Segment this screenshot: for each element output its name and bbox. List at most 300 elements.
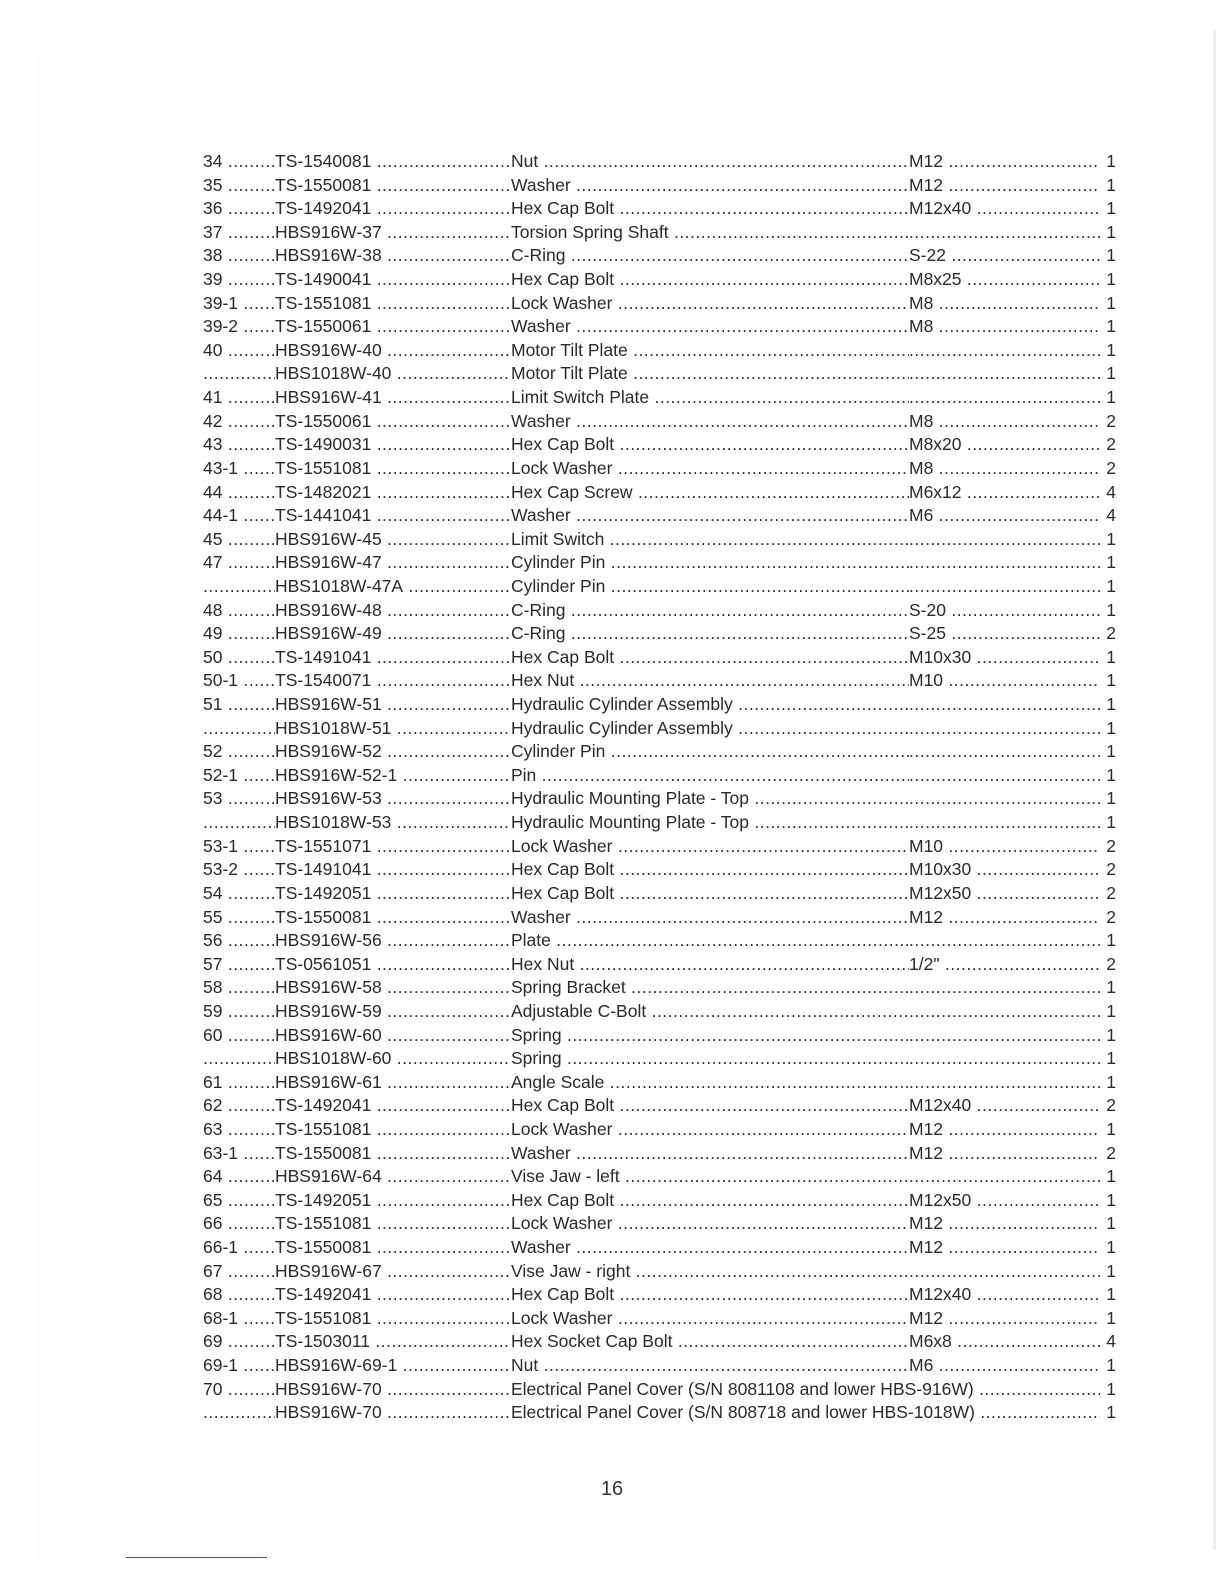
quantity-text: 2: [1106, 882, 1116, 903]
ref-number-text: 40 .....: [203, 340, 275, 360]
ref-number: [203, 504, 275, 528]
ref-number: [203, 953, 275, 977]
part-number-text: HBS1018W-53 .....: [275, 812, 511, 832]
description-text: Hydraulic Cylinder Assembly .....: [511, 718, 909, 738]
ref-number: [203, 1189, 275, 1213]
description-text: Lock Washer .....: [511, 293, 909, 313]
description-text: Hex Cap Bolt .....: [511, 269, 909, 289]
part-number-text: HBS916W-60 .....: [275, 1025, 511, 1045]
quantity-text: 2: [1106, 1142, 1116, 1163]
parts-row: [0, 292, 1224, 316]
part-number: [275, 787, 511, 811]
size: [909, 1118, 1100, 1142]
part-number-text: TS-1491041 .....: [275, 859, 511, 879]
description: [511, 315, 909, 339]
description: [511, 1354, 909, 1378]
quantity: [1100, 976, 1116, 1000]
ref-number: [203, 717, 275, 741]
part-number-text: TS-1550081 .....: [275, 1237, 511, 1257]
quantity: [1100, 1354, 1116, 1378]
description-text: Torsion Spring Shaft .....: [511, 222, 909, 242]
description: [511, 481, 909, 505]
ref-number: [203, 646, 275, 670]
description: [511, 787, 909, 811]
quantity-text: 1: [1106, 1260, 1116, 1281]
description-text: Washer .....: [511, 175, 909, 195]
part-number-text: HBS916W-64 .....: [275, 1166, 511, 1186]
quantity-text: 1: [1106, 198, 1116, 219]
parts-row: [0, 764, 1224, 788]
description-text: Nut .....: [511, 151, 909, 171]
part-number: [275, 1236, 511, 1260]
description: [511, 1236, 909, 1260]
description-text: Hex Cap Screw .....: [511, 482, 909, 502]
ref-number: [203, 197, 275, 221]
part-number-text: HBS916W-48 .....: [275, 600, 511, 620]
part-number: [275, 669, 511, 693]
size: [909, 906, 1100, 930]
quantity-text: 2: [1106, 434, 1116, 455]
description-text: Hex Socket Cap Bolt .....: [511, 1331, 909, 1351]
ref-number-text: 47 .....: [203, 552, 275, 572]
size: [909, 1189, 1100, 1213]
size: [909, 1094, 1100, 1118]
part-number-text: TS-1492051 .....: [275, 883, 511, 903]
quantity-text: 1: [1106, 269, 1116, 290]
parts-list: [0, 150, 1224, 1425]
part-number-text: HBS916W-37 .....: [275, 222, 511, 242]
description-text: Limit Switch Plate .....: [511, 387, 909, 407]
quantity: [1100, 717, 1116, 741]
part-number-text: TS-1551081 .....: [275, 458, 511, 478]
description-text: Angle Scale .....: [511, 1072, 909, 1092]
part-number: [275, 622, 511, 646]
quantity-text: 2: [1106, 859, 1116, 880]
description: [511, 1378, 1100, 1402]
ref-number-text: 44-1 .....: [203, 505, 275, 525]
part-number-text: HBS916W-47 .....: [275, 552, 511, 572]
description-text: Spring Bracket .....: [511, 977, 909, 997]
ref-number: [203, 315, 275, 339]
part-number-text: TS-1550061 .....: [275, 316, 511, 336]
ref-number-text: 66 .....: [203, 1213, 275, 1233]
size: [909, 221, 1100, 245]
parts-row: [0, 1236, 1224, 1260]
part-number: [275, 717, 511, 741]
quantity: [1100, 929, 1116, 953]
part-number: [275, 646, 511, 670]
parts-row: [0, 1094, 1224, 1118]
parts-row: [0, 410, 1224, 434]
ref-number: [203, 1330, 275, 1354]
ref-number: [203, 1236, 275, 1260]
ref-number-text: 35 .....: [203, 175, 275, 195]
quantity-text: 2: [1106, 906, 1116, 927]
parts-row: [0, 1000, 1224, 1024]
size: [909, 410, 1100, 434]
parts-row: [0, 433, 1224, 457]
quantity-text: 1: [1106, 1355, 1116, 1376]
ref-number-text: 41 .....: [203, 387, 275, 407]
quantity-text: 1: [1106, 717, 1116, 738]
ref-number-text: 56 .....: [203, 930, 275, 950]
quantity-text: 2: [1106, 1095, 1116, 1116]
quantity: [1100, 457, 1116, 481]
description: [511, 835, 909, 859]
quantity-text: 1: [1106, 174, 1116, 195]
ref-number-text: [203, 1048, 275, 1068]
part-number-text: TS-1492041 .....: [275, 1095, 511, 1115]
size-text: M12 .....: [909, 907, 1100, 927]
parts-row: [0, 315, 1224, 339]
quantity-text: 1: [1106, 1000, 1116, 1021]
quantity-text: 4: [1106, 1331, 1116, 1352]
quantity: [1100, 1118, 1116, 1142]
description: [511, 1401, 1100, 1425]
part-number: [275, 858, 511, 882]
ref-number-text: 68 .....: [203, 1284, 275, 1304]
quantity: [1100, 1071, 1116, 1095]
ref-number-text: 63 .....: [203, 1119, 275, 1139]
size: [909, 1047, 1100, 1071]
quantity-text: 1: [1106, 977, 1116, 998]
quantity-text: 1: [1106, 812, 1116, 833]
description: [511, 811, 909, 835]
parts-row: [0, 835, 1224, 859]
description: [511, 221, 909, 245]
part-number: [275, 1260, 511, 1284]
part-number: [275, 1283, 511, 1307]
parts-row: [0, 1283, 1224, 1307]
description: [511, 764, 909, 788]
quantity-text: 1: [1106, 363, 1116, 384]
ref-number: [203, 740, 275, 764]
size: [909, 1260, 1100, 1284]
quantity-text: 1: [1106, 528, 1116, 549]
quantity: [1100, 1024, 1116, 1048]
size-text: M10x30 .....: [909, 859, 1100, 879]
parts-row: [0, 339, 1224, 363]
quantity-text: 1: [1106, 764, 1116, 785]
quantity: [1100, 221, 1116, 245]
description-text: C-Ring .....: [511, 245, 909, 265]
ref-number: [203, 528, 275, 552]
size-text: [909, 552, 1100, 572]
parts-row: [0, 575, 1224, 599]
ref-number-text: [203, 576, 275, 596]
description-text: Washer .....: [511, 907, 909, 927]
size-text: [909, 222, 1100, 242]
ref-number-text: [203, 718, 275, 738]
size: [909, 551, 1100, 575]
size: [909, 1307, 1100, 1331]
quantity-text: 1: [1106, 316, 1116, 337]
description-text: Vise Jaw - right .....: [511, 1261, 909, 1281]
parts-row: [0, 1354, 1224, 1378]
quantity-text: 1: [1106, 552, 1116, 573]
description: [511, 669, 909, 693]
quantity: [1100, 551, 1116, 575]
size-text: M8x20 .....: [909, 434, 1100, 454]
description: [511, 551, 909, 575]
size: [909, 1330, 1100, 1354]
part-number-text: HBS916W-52-1 .....: [275, 765, 511, 785]
part-number: [275, 528, 511, 552]
part-number: [275, 433, 511, 457]
footer-rule: [126, 1557, 267, 1558]
part-number-text: TS-1491041 .....: [275, 647, 511, 667]
description-text: Hex Cap Bolt .....: [511, 198, 909, 218]
part-number-text: HBS916W-61 .....: [275, 1072, 511, 1092]
quantity: [1100, 410, 1116, 434]
description: [511, 1071, 909, 1095]
parts-row: [0, 976, 1224, 1000]
size: [909, 1165, 1100, 1189]
size-text: M12 .....: [909, 1143, 1100, 1163]
ref-number-text: 39-1 .....: [203, 293, 275, 313]
description: [511, 504, 909, 528]
quantity: [1100, 1378, 1116, 1402]
size: [909, 953, 1100, 977]
size: [909, 1283, 1100, 1307]
ref-number: [203, 1260, 275, 1284]
description-text: Cylinder Pin .....: [511, 552, 909, 572]
parts-row: [0, 1260, 1224, 1284]
description: [511, 858, 909, 882]
quantity: [1100, 1094, 1116, 1118]
part-number-text: HBS1018W-60 .....: [275, 1048, 511, 1068]
description-text: Hex Nut .....: [511, 954, 909, 974]
ref-number: [203, 669, 275, 693]
part-number: [275, 362, 511, 386]
size: [909, 433, 1100, 457]
ref-number-text: 39 .....: [203, 269, 275, 289]
size: [909, 1024, 1100, 1048]
ref-number: [203, 244, 275, 268]
size: [909, 646, 1100, 670]
part-number-text: TS-1550081 .....: [275, 1143, 511, 1163]
ref-number: [203, 882, 275, 906]
part-number: [275, 976, 511, 1000]
part-number-text: TS-1492041 .....: [275, 1284, 511, 1304]
part-number: [275, 599, 511, 623]
quantity-text: 1: [1106, 694, 1116, 715]
description-text: Washer .....: [511, 316, 909, 336]
parts-row: [0, 1118, 1224, 1142]
ref-number: [203, 1142, 275, 1166]
size: [909, 1000, 1100, 1024]
description: [511, 599, 909, 623]
ref-number: [203, 481, 275, 505]
ref-number-text: 50 .....: [203, 647, 275, 667]
quantity: [1100, 315, 1116, 339]
description-text: Hex Cap Bolt .....: [511, 1284, 909, 1304]
ref-number: [203, 787, 275, 811]
part-number-text: HBS916W-49 .....: [275, 623, 511, 643]
part-number-text: TS-1492051 .....: [275, 1190, 511, 1210]
part-number: [275, 410, 511, 434]
part-number-text: HBS916W-51 .....: [275, 694, 511, 714]
description-text: Lock Washer .....: [511, 458, 909, 478]
ref-number: [203, 1071, 275, 1095]
part-number-text: HBS916W-69-1 .....: [275, 1355, 511, 1375]
ref-number-text: 54 .....: [203, 883, 275, 903]
description-text: Washer .....: [511, 411, 909, 431]
part-number-text: TS-1492041 .....: [275, 198, 511, 218]
part-number-text: HBS916W-53 .....: [275, 788, 511, 808]
description: [511, 268, 909, 292]
part-number-text: HBS916W-59 .....: [275, 1001, 511, 1021]
ref-number-text: 43-1 .....: [203, 458, 275, 478]
size-text: M12 .....: [909, 1119, 1100, 1139]
parts-row: [0, 1047, 1224, 1071]
description: [511, 1024, 909, 1048]
size: [909, 622, 1100, 646]
size-text: M12 .....: [909, 175, 1100, 195]
ref-number-text: 51 .....: [203, 694, 275, 714]
description-text: Lock Washer .....: [511, 1119, 909, 1139]
ref-number-text: 70 .....: [203, 1379, 275, 1399]
description: [511, 646, 909, 670]
size: [909, 882, 1100, 906]
ref-number: [203, 1378, 275, 1402]
part-number-text: TS-1551081 .....: [275, 1119, 511, 1139]
size-text: 1/2" .....: [909, 954, 1100, 974]
quantity: [1100, 835, 1116, 859]
parts-row: [0, 197, 1224, 221]
part-number: [275, 740, 511, 764]
quantity-text: 1: [1106, 1378, 1116, 1399]
part-number: [275, 221, 511, 245]
quantity: [1100, 669, 1116, 693]
part-number-text: HBS1018W-47A .....: [275, 576, 511, 596]
description-text: Vise Jaw - left .....: [511, 1166, 909, 1186]
parts-row: [0, 457, 1224, 481]
size-text: [909, 1025, 1100, 1045]
size: [909, 528, 1100, 552]
part-number: [275, 1071, 511, 1095]
size: [909, 693, 1100, 717]
quantity: [1100, 339, 1116, 363]
part-number: [275, 268, 511, 292]
size: [909, 481, 1100, 505]
ref-number: [203, 1047, 275, 1071]
ref-number: [203, 693, 275, 717]
parts-row: [0, 599, 1224, 623]
quantity: [1100, 528, 1116, 552]
part-number-text: TS-1550081 .....: [275, 175, 511, 195]
size: [909, 717, 1100, 741]
ref-number-text: 38 .....: [203, 245, 275, 265]
ref-number-text: [203, 363, 275, 383]
size-text: M6x8 .....: [909, 1331, 1100, 1351]
part-number-text: TS-1550061 .....: [275, 411, 511, 431]
size-text: [909, 694, 1100, 714]
part-number-text: HBS916W-40 .....: [275, 340, 511, 360]
quantity-text: 1: [1106, 670, 1116, 691]
quantity: [1100, 740, 1116, 764]
parts-row: [0, 1142, 1224, 1166]
part-number: [275, 1000, 511, 1024]
parts-row: [0, 787, 1224, 811]
parts-row: [0, 481, 1224, 505]
size: [909, 504, 1100, 528]
part-number-text: HBS916W-67 .....: [275, 1261, 511, 1281]
parts-row: [0, 1401, 1224, 1425]
parts-row: [0, 1071, 1224, 1095]
size-text: M8 .....: [909, 411, 1100, 431]
quantity-text: 1: [1106, 1213, 1116, 1234]
quantity-text: 1: [1106, 741, 1116, 762]
size-text: M12x40 .....: [909, 1095, 1100, 1115]
parts-row: [0, 504, 1224, 528]
ref-number: [203, 811, 275, 835]
description: [511, 1142, 909, 1166]
description: [511, 1307, 909, 1331]
ref-number: [203, 835, 275, 859]
parts-row: [0, 858, 1224, 882]
description-text: Spring .....: [511, 1025, 909, 1045]
ref-number: [203, 929, 275, 953]
ref-number-text: [203, 812, 275, 832]
ref-number-text: 44 .....: [203, 482, 275, 502]
part-number: [275, 1047, 511, 1071]
quantity-text: 4: [1106, 481, 1116, 502]
quantity-text: 1: [1106, 221, 1116, 242]
description: [511, 292, 909, 316]
part-number: [275, 197, 511, 221]
ref-number: [203, 339, 275, 363]
size-text: S-22 .....: [909, 245, 1100, 265]
part-number: [275, 906, 511, 930]
ref-number-text: 36 .....: [203, 198, 275, 218]
description: [511, 1189, 909, 1213]
size-text: M10 .....: [909, 836, 1100, 856]
part-number-text: TS-1482021 .....: [275, 482, 511, 502]
description: [511, 929, 909, 953]
ref-number-text: 57 .....: [203, 954, 275, 974]
part-number-text: TS-1551081 .....: [275, 293, 511, 313]
parts-row: [0, 150, 1224, 174]
quantity: [1100, 764, 1116, 788]
description-text: Washer .....: [511, 505, 909, 525]
description: [511, 953, 909, 977]
size-text: M8x25 .....: [909, 269, 1100, 289]
ref-number: [203, 1165, 275, 1189]
description-text: Hydraulic Mounting Plate - Top .....: [511, 788, 909, 808]
description: [511, 906, 909, 930]
quantity: [1100, 599, 1116, 623]
ref-number-text: 39-2 .....: [203, 316, 275, 336]
ref-number-text: 66-1 .....: [203, 1237, 275, 1257]
quantity: [1100, 787, 1116, 811]
ref-number: [203, 292, 275, 316]
size: [909, 1236, 1100, 1260]
size: [909, 929, 1100, 953]
size: [909, 1142, 1100, 1166]
ref-number-text: 64 .....: [203, 1166, 275, 1186]
size-text: [909, 812, 1100, 832]
description: [511, 1330, 909, 1354]
parts-row: [0, 268, 1224, 292]
quantity: [1100, 1047, 1116, 1071]
size-text: S-20 .....: [909, 600, 1100, 620]
quantity-text: 1: [1106, 1307, 1116, 1328]
size-text: [909, 387, 1100, 407]
description: [511, 1047, 909, 1071]
size-text: M12x50 .....: [909, 883, 1100, 903]
ref-number-text: [203, 1402, 275, 1422]
